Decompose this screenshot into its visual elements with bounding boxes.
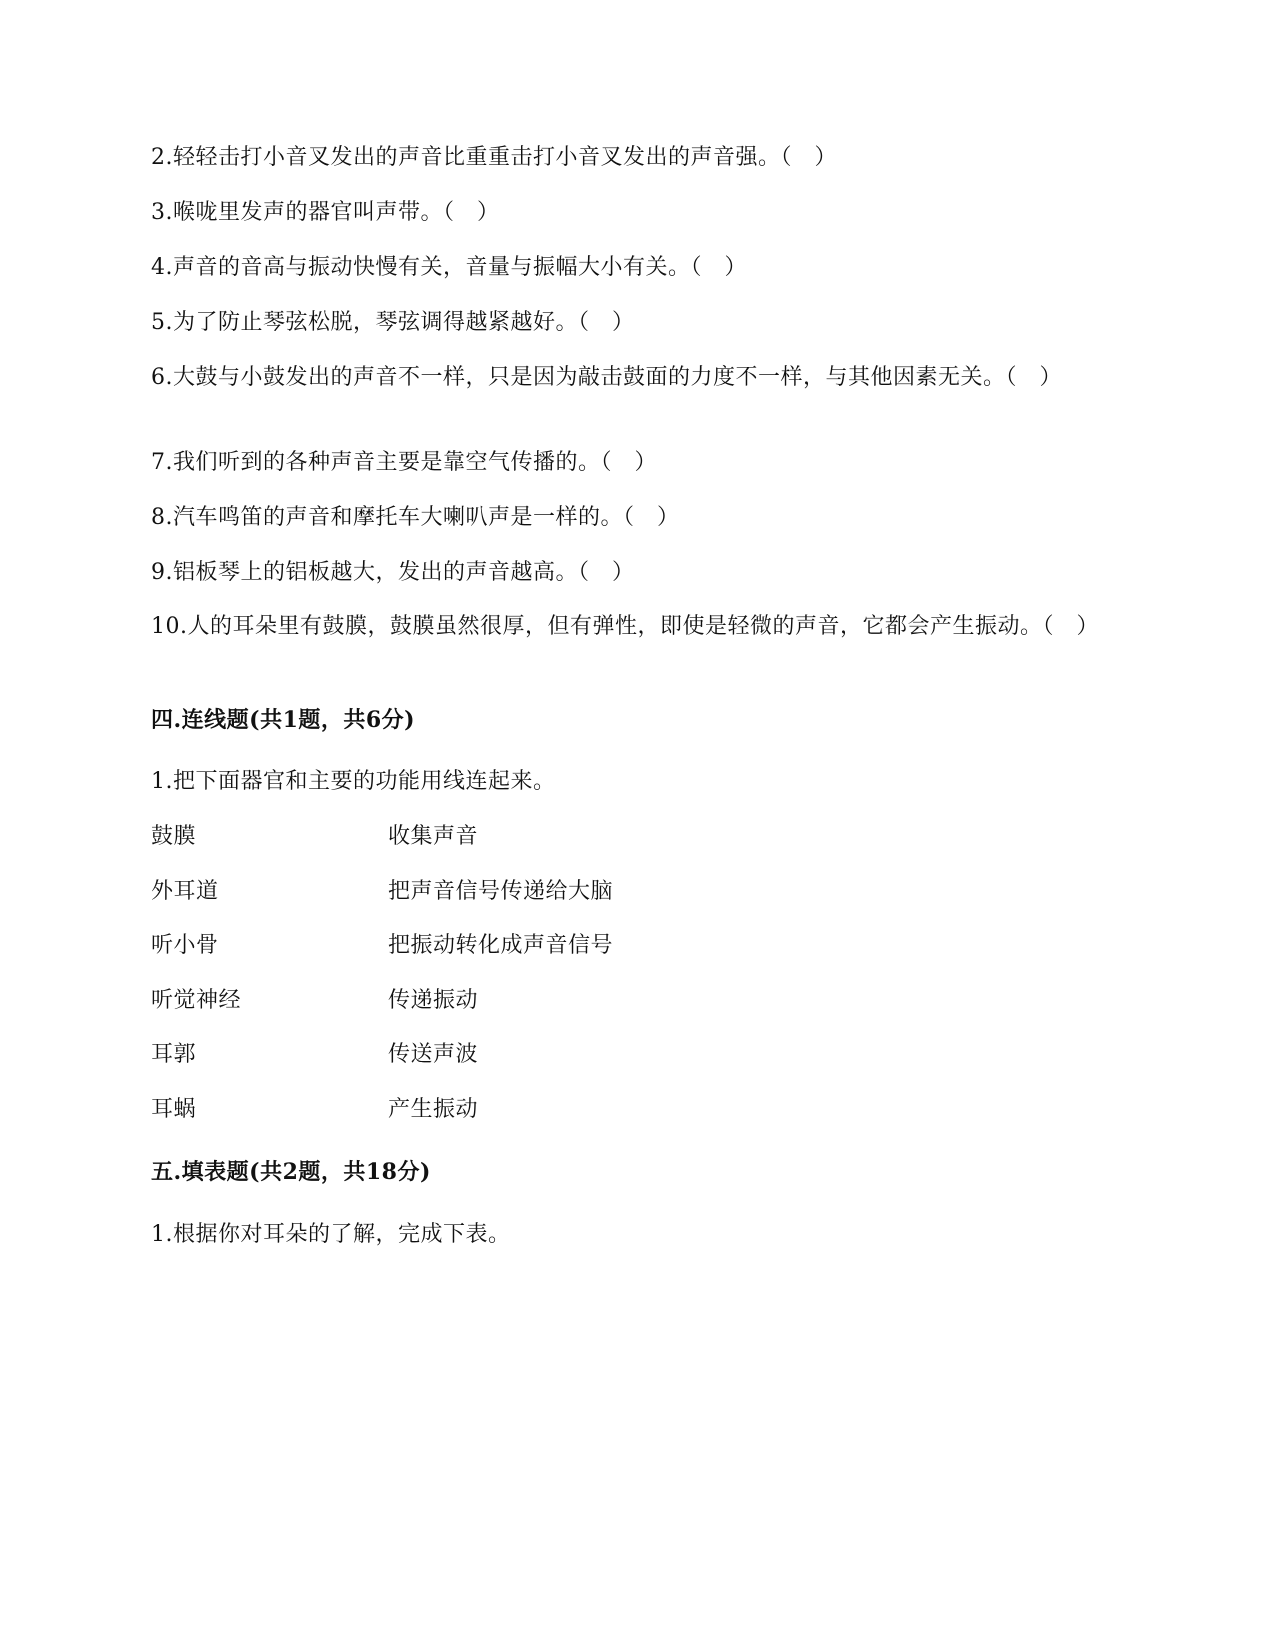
judge-item-7: 7.我们听到的各种声音主要是靠空气传播的。（ ） [151,450,657,475]
match-right-item: 把声音信号传递给大脑 [388,879,614,904]
match-right-item: 把振动转化成声音信号 [388,933,614,958]
section-4-question: 1.把下面器官和主要的功能用线连起来。 [151,769,556,794]
judge-item-2: 2.轻轻击打小音叉发出的声音比重重击打小音叉发出的声音强。（ ） [151,145,837,170]
match-right-item: 产生振动 [388,1097,479,1122]
judge-item-5: 5.为了防止琴弦松脱，琴弦调得越紧越好。（ ） [151,310,635,335]
judge-item-3: 3.喉咙里发声的器官叫声带。（ ） [151,200,500,225]
section-4-heading: 四.连线题(共1题，共6分) [151,707,416,733]
judge-item-4: 4.声音的音高与振动快慢有关，音量与振幅大小有关。（ ） [151,255,747,280]
judge-item-9: 9.铝板琴上的铝板越大，发出的声音越高。（ ） [151,560,635,585]
judge-item-10: 10.人的耳朵里有鼓膜，鼓膜虽然很厚，但有弹性，即使是轻微的声音，它都会产生振动。（ ） [151,614,1099,639]
match-left-item: 鼓膜 [151,824,197,849]
match-right-item: 收集声音 [388,824,479,849]
judge-item-8: 8.汽车鸣笛的声音和摩托车大喇叭声是一样的。（ ） [151,505,680,530]
section-5-question: 1.根据你对耳朵的了解，完成下表。 [151,1222,511,1247]
match-left-item: 听觉神经 [151,988,242,1013]
match-left-item: 耳蜗 [151,1097,197,1122]
match-left-item: 外耳道 [151,879,219,904]
match-left-item: 听小骨 [151,933,219,958]
match-right-item: 传送声波 [388,1042,479,1067]
section-5-heading: 五.填表题(共2题，共18分) [151,1159,431,1185]
match-left-item: 耳郭 [151,1042,197,1067]
judge-item-6: 6.大鼓与小鼓发出的声音不一样，只是因为敲击鼓面的力度不一样，与其他因素无关。（ ） [151,365,1062,390]
match-right-item: 传递振动 [388,988,479,1013]
